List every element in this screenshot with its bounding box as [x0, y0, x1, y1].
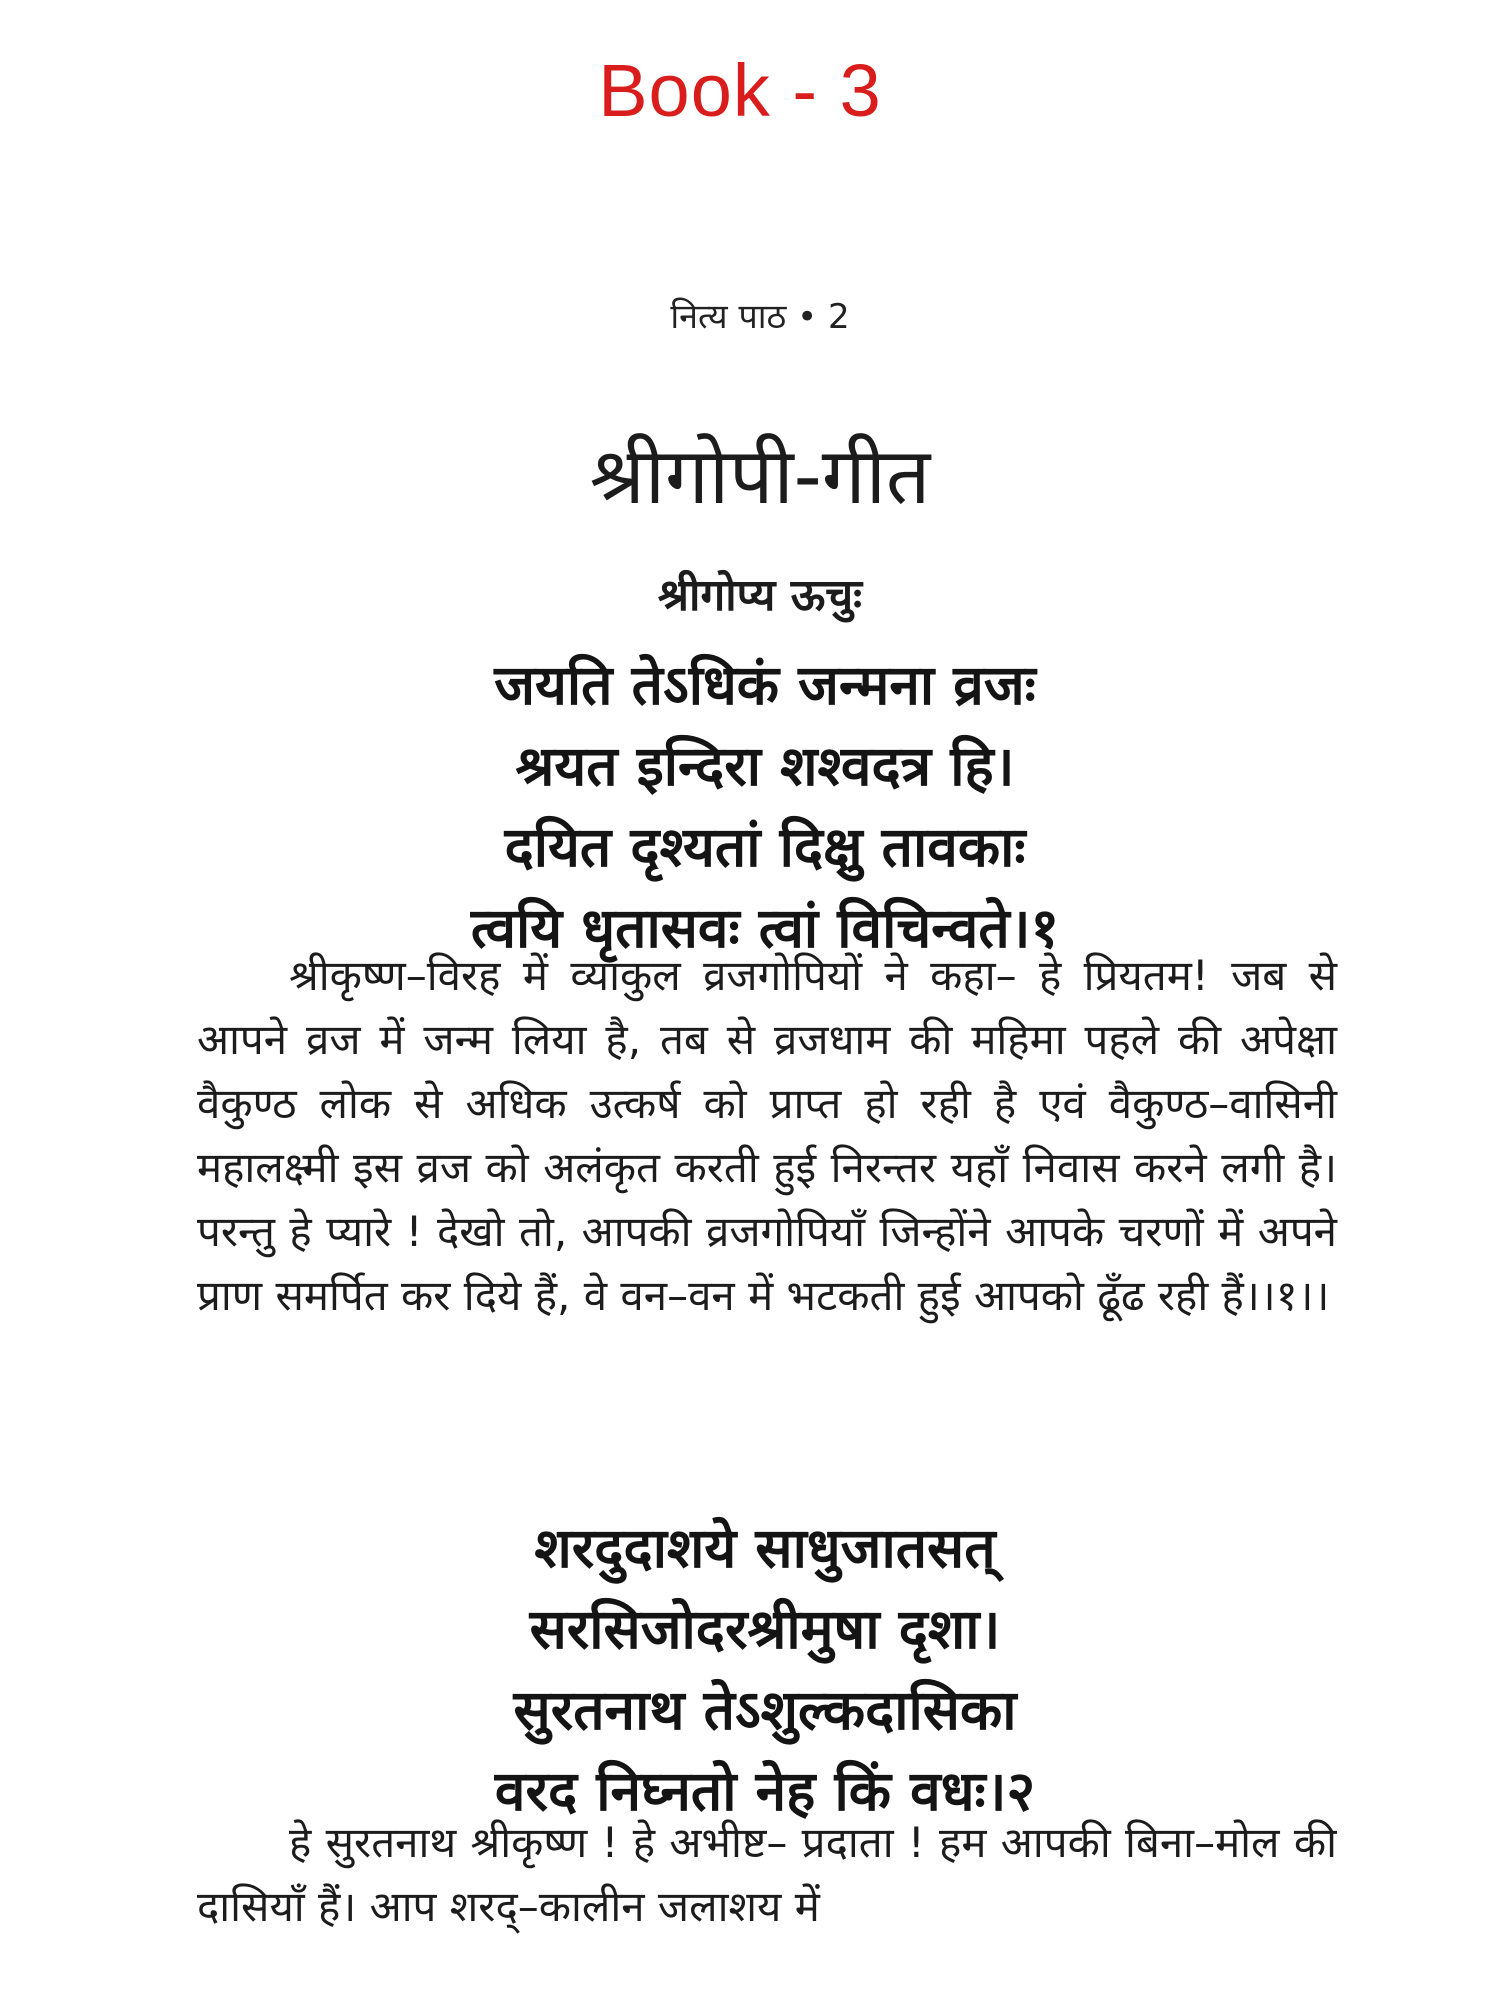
commentary-paragraph: हे सुरतनाथ श्रीकृष्ण ! हे अभीष्ट– प्रदाता ! हम आपकी बिना–मोल की दासियाँ हैं। आप शरद्–कालीन जलाशय में	[197, 1818, 1337, 1931]
verse-line: सरसिजोदरश्रीमुषा दृशा।	[529, 1597, 1001, 1661]
verse-line: जयति तेऽधिकं जन्मना व्रजः	[494, 653, 1036, 717]
verse-line: त्वयि धृतासवः त्वां विचिन्वते।१	[470, 896, 1060, 960]
verse-line: श्रयत इन्दिरा शश्वदत्र हि।	[515, 734, 1015, 798]
book-label: Book - 3	[598, 49, 882, 132]
commentary-paragraph: श्रीकृष्ण–विरह में व्याकुल व्रजगोपियों ने कहा– हे प्रियतम! जब से आपने व्रज में जन्म लिया है, तब से व्रजधाम की महिमा पहले की अपेक्षा वैकुण्ठ लोक से अधिक उत्कर्ष को प्राप्त हो रही है एवं वैकुण्ठ–वासिनी महालक्ष्मी इस व्रज को अलंकृत करती हुई निरन्तर यहाँ निवास करने लगी है। परन्तु हे प्यारे ! देखो तो, आपकी व्रजगोपियाँ जिन्होंने आपके चरणों में अपने प्राण समर्पित कर दिये हैं, वे वन–वन में भटकती हुई आपको ढूँढ रही हैं।।१।।	[197, 951, 1337, 1320]
verse-2	[0, 1508, 1500, 1832]
speaker-heading: श्रीगोप्य ऊचुः	[657, 570, 863, 621]
running-head: नित्य पाठ • 2	[670, 297, 850, 337]
verse-line: सुरतनाथ तेऽशुल्कदासिका	[513, 1678, 1017, 1742]
verse-line: वरद निघ्नतो नेह किं वधः।२	[494, 1759, 1036, 1823]
verse-1	[0, 645, 1500, 969]
verse-line: शरदुदाशये साधुजातसत्	[534, 1516, 996, 1580]
commentary-2	[197, 1811, 1337, 1961]
verse-line: दयित दृश्यतां दिक्षु तावकाः	[504, 815, 1026, 879]
commentary-1	[197, 944, 1337, 1328]
page-title: श्रीगोपी-गीत	[589, 432, 931, 522]
